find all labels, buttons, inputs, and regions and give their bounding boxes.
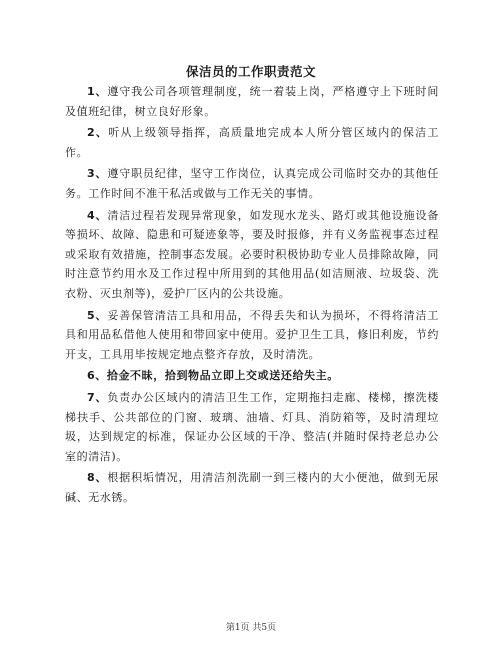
paragraph-number: 3、 <box>87 167 108 181</box>
paragraph-6 <box>65 366 439 386</box>
paragraph-text: 清洁过程若发现异常现象，如发现水龙头、路灯或其他设施设备等损坏、故障、隐患和可疑迹象等，要及时报修，并有义务监视事态过程或采取有效措施，控制事态发展。必要时积极协助专业人员排除故障，同时注意节约用水及工作过程中所用到的其他用品(如洁厕液、垃圾袋、洗衣粉、灭虫剂等)，爱护厂区内的公共设施。 <box>65 208 439 300</box>
document-body <box>65 82 439 509</box>
paragraph-number: 6、 <box>87 369 107 383</box>
paragraph-number: 8、 <box>87 471 108 485</box>
paragraph-8 <box>65 468 439 507</box>
page-number-footer: 第1页 共5页 <box>225 623 277 633</box>
paragraph-number: 5、 <box>87 308 108 322</box>
paragraph-3 <box>65 164 439 203</box>
paragraph-1 <box>65 82 439 121</box>
paragraph-number: 7、 <box>87 390 108 404</box>
paragraph-number: 4、 <box>87 208 108 222</box>
paragraph-2 <box>65 123 439 162</box>
paragraph-5 <box>65 306 439 365</box>
paragraph-4 <box>65 206 439 304</box>
paragraph-text: 遵守我公司各项管理制度，统一着装上岗，严格遵守上下班时间及值班纪律，树立良好形象。 <box>65 85 439 118</box>
paragraph-number: 1、 <box>87 85 108 98</box>
paragraph-text: 遵守职员纪律，坚守工作岗位，认真完成公司临时交办的其他任务。工作时间不准干私活或做与工作无关的事情。 <box>65 167 439 200</box>
document-title: 保洁员的工作职责范文 <box>185 64 316 79</box>
paragraph-text: 妥善保管清洁工具和用品，不得丢失和认为损坏，不得将清洁工具和用品私借他人使用和带回家中使用。爱护卫生工具，修旧利废，节约开支，工具用毕按规定地点整齐存放，及时清洗。 <box>65 308 439 361</box>
paragraph-text: 听从上级领导指挥，高质量地完成本人所分管区域内的保洁工作。 <box>65 126 440 159</box>
paragraph-text: 负责办公区域内的清洁卫生工作，定期拖扫走廊、楼梯，擦洗楼梯扶手、公共部位的门窗、玻璃、油墙、灯具、消防箱等，及时清理垃圾，达到规定的标准，保证办公区域的干净、整洁(并随时保持老总办公室的清洁)。 <box>65 390 439 463</box>
paragraph-7 <box>65 388 439 466</box>
paragraph-text: 根据积垢情况，用清洁剂洗刷一到三楼内的大小便池，做到无尿碱、无水锈。 <box>65 471 439 504</box>
paragraph-text: 拾金不昧，拾到物品立即上交或送还给失主。 <box>106 369 339 383</box>
paragraph-number: 2、 <box>87 126 109 140</box>
